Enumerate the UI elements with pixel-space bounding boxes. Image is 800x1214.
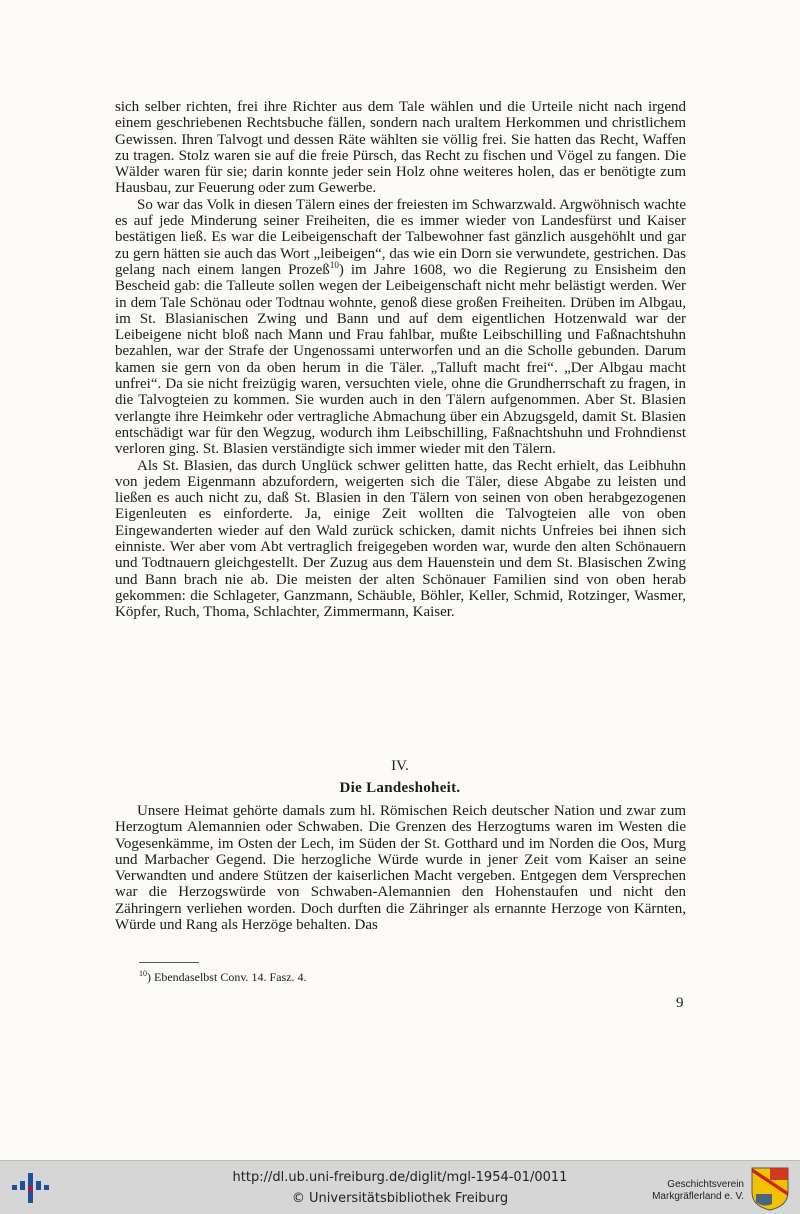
section-number: IV. <box>391 758 409 774</box>
coat-of-arms-icon <box>750 1166 790 1212</box>
footnote-mark: 10 <box>139 969 147 978</box>
footnote-text: ) Ebendaselbst Conv. 14. Fasz. 4. <box>147 970 307 984</box>
section-body <box>115 803 686 933</box>
section-title: Die Landeshoheit. <box>339 780 461 796</box>
society-name-line1: Geschichtsverein <box>667 1179 744 1190</box>
society-name <box>644 1179 744 1203</box>
footnote-ref: 10 <box>329 259 339 270</box>
paragraph: Als St. Blasien, das durch Unglück schwer gelitten hatte, das Recht erhielt, das Leibhuhn von jedem Eigenmann abzufordern, weigerten sich die Täler, diese Abgabe zu leisten und ließen es auch nicht zu, daß St. Blasien in den Tälern von seinen von oben herabgezogenen Eigenleuten es einforderte. Ja, einige Zeit wollten die Talvogteien alle von oben Eingewanderten wieder auf den Wald zurück schicken, damit nichts Unfreies bei ihnen sich einniste. Wer aber vom Abt vertraglich freigegeben worden war, wurde den alten Schönauern und Todtnauern gleichgestellt. Der Zuzug aus dem Hauenstein und dem St. Blasischen Zwing und Bann brach nie ab. Die meisten der alten Schönauer Familien sind von oben herab gekommen: die Schlageter, Ganzmann, Schäuble, Böhler, Keller, Schmid, Rotzinger, Wasmer, Köpfer, Ruch, Thoma, Schlachter, Zimmermann, Kaiser. <box>115 457 686 621</box>
footnote-divider <box>139 962 199 963</box>
body-text <box>115 99 686 621</box>
paragraph-start: So war das Volk in diesen Tälern eines der freiesten im Schwarzwald. Argwöhnisch wachte es auf jede Minderung seiner Freiheiten, die es immer wieder von Landesfürst und Kaiser bestätigen ließ. Es war die Leibeigenschaft der Talbewohner fast gänzlich ausgehöhlt und gar zu gern hätten sie auch das Wort „leibeigen“, das wie ein Dorn sie verwundete, gestrichen. Das gelang nach einem langen Prozeß <box>115 196 686 278</box>
paragraph <box>115 197 686 458</box>
footer-bar <box>0 1160 800 1214</box>
paragraph: Unsere Heimat gehörte damals zum hl. Römischen Reich deutscher Nation und zwar zum Herzogtum Alemannien oder Schwaben. Die Grenzen des Herzogtums waren im Westen die Vogesenkämme, im Osten der Lech, im Süden der St. Gotthard und im Norden die Oos, Murg und Marbacher Gegend. Die herzogliche Würde wurde in jener Zeit vom Kaiser an seine Verwandten und andere Stützen der kaiserlichen Macht vergeben. Entgegen dem Versprechen war die Herzogswürde von Schwaben-Alemannien den Hohenstaufen und nicht den Zähringern verliehen worden. Doch durften die Zähringer als ernannte Herzoge von Kärnten, Würde und Rang als Herzöge behalten. Das <box>115 803 686 934</box>
page-number: 9 <box>676 995 684 1011</box>
copyright-notice: © Universitätsbibliothek Freiburg <box>291 1191 509 1206</box>
footnote <box>139 970 307 985</box>
society-name-line2: Markgräflerland e. V. <box>652 1191 744 1202</box>
permalink-url[interactable]: http://dl.ub.uni-freiburg.de/diglit/mgl-1954-01/0011 <box>232 1170 568 1185</box>
paragraph-rest: ) im Jahre 1608, wo die Regierung zu Ensisheim den Bescheid gab: die Talleute sollen wegen der Leibeigenschaft nicht mehr belästigt werden. Wer in dem Tale Schönau oder Todtnau wohnte, genoß diese großen Freiheiten. Drüben im Albgau, im St. Blasianischen Zwing und Bann und auf dem eigentlichen Hotzenwald war der Leibeigene nicht bloß nach Mann und Frau fahlbar, mußte Leibschilling und Faßnachtshuhn bezahlen, war der Strafe der Ungenossami unterworfen und an die Scholle gebunden. Darum kamen sie gern von da oben herum in die Täler. „Talluft macht frei“. „Der Albgau macht unfrei“. Da sie nicht freizügig waren, versuchten viele, ohne die Grundherrschaft zu fragen, in die Talvogteien zu kommen. Sie wurden auch in den Tälern aufgenommen. Aber St. Blasien verlangte ihre Heimkehr oder vertragliche Abmachung über ein Abzugsgeld, damit St. Blasien entschädigt war für den Wegzug, wodurch ihm Leibschilling, Faßnachtshuhn und Frohndienst verloren ging. St. Blasien verständigte sich immer wieder mit den Tälern. <box>115 261 686 458</box>
paragraph: sich selber richten, frei ihre Richter aus dem Tale wählen und die Urteile nicht nach irgend einem geschriebenen Rechtsbuche fällen, sondern nach uraltem Herkommen und christlichem Gewissen. Ihren Talvogt und dessen Räte wählten sie völlig frei. Sie hatten das Recht, Waffen zu tragen. Stolz waren sie auf die freie Pürsch, das Recht zu fischen und Vögel zu fangen. Die Wälder waren für sie; darin konnte jeder sein Holz ohne weiteres holen, das er benötigte zum Hausbau, zur Feuerung oder zum Gewerbe. <box>115 99 686 197</box>
